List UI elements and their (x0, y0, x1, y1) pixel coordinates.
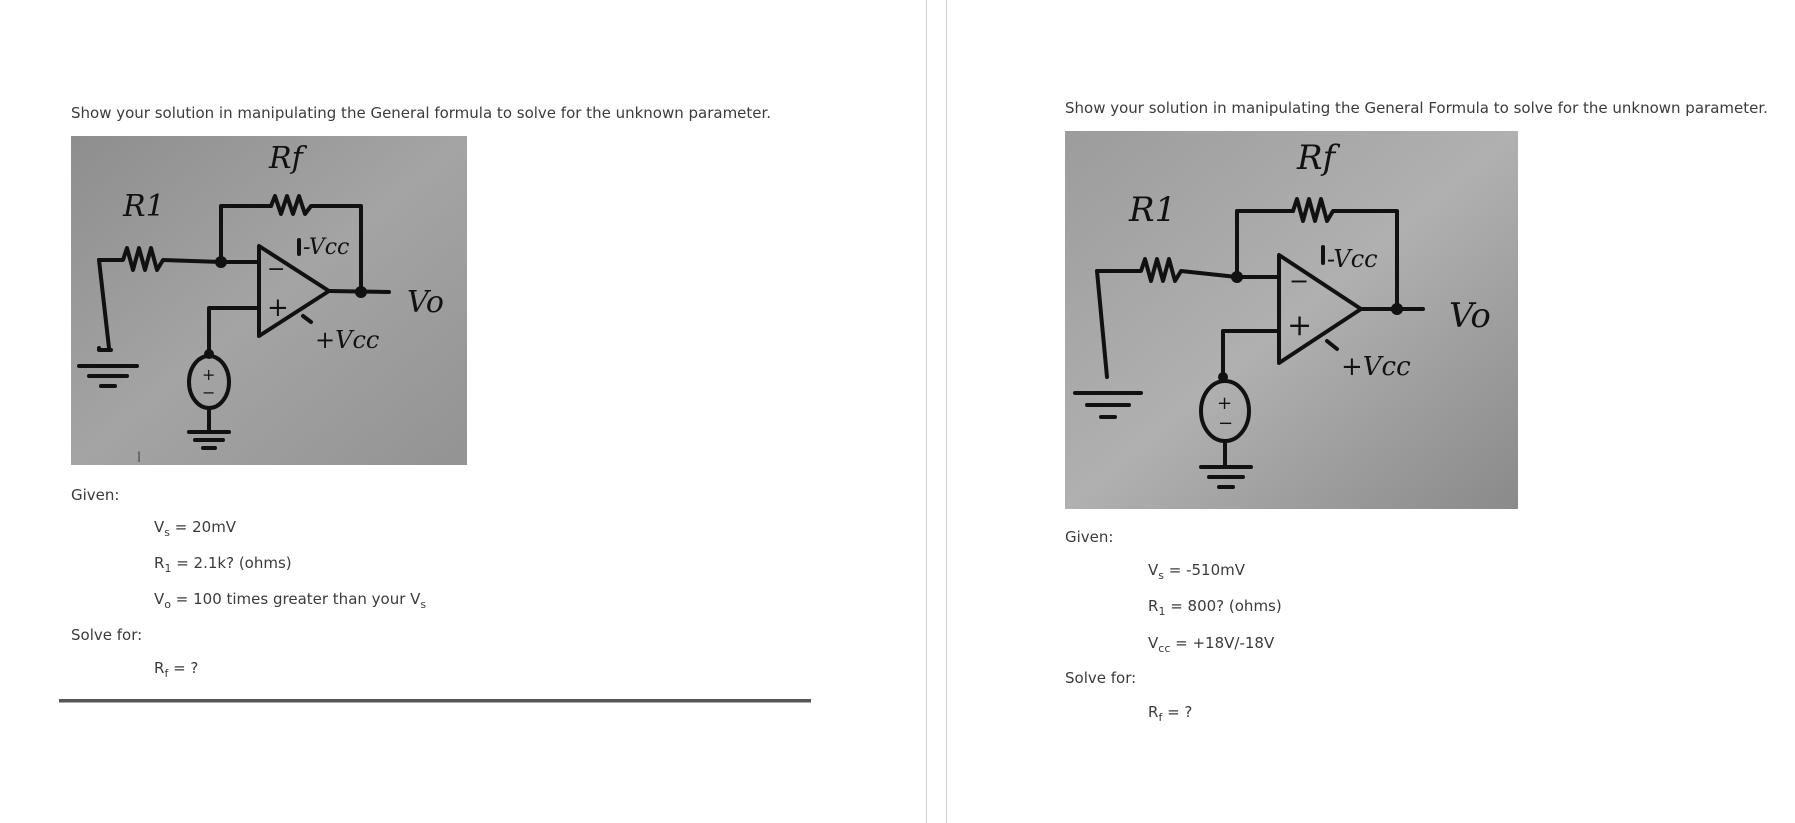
left-vo-label: Vo (407, 285, 444, 320)
right-r1-label: R1 (1129, 190, 1177, 230)
right-given-r1: $R_1 = 800$? (ohms) (1148, 597, 1282, 618)
right-neg-vcc-label: -Vcc (1327, 245, 1378, 273)
right-given-vs: $V_s = -510mV$ (1148, 561, 1246, 582)
left-plus-label: + (267, 293, 289, 323)
left-solve-label: Solve for: (71, 626, 143, 644)
column-divider-right (946, 0, 947, 823)
left-circuit-photo (71, 136, 467, 465)
left-prompt: Show your solution in manipulating the General formula to solve for the unknown parameter. (71, 104, 772, 122)
left-neg-vcc-label: -Vcc (303, 235, 350, 260)
right-pos-vcc-label: +Vcc (1341, 352, 1411, 382)
left-solve-rf: $R_f$ = ? (154, 659, 199, 680)
left-given-label: Given: (71, 486, 120, 504)
right-minus-label: − (1289, 267, 1310, 295)
right-prompt: Show your solution in manipulating the General Formula to solve for the unknown parameter. (1065, 99, 1768, 117)
right-given-label: Given: (1065, 528, 1114, 546)
left-given-vo: $V_o = 100$ times greater than your $V_s$ (154, 590, 427, 611)
right-source-plus: + (1217, 393, 1233, 414)
left-given-vs: $V_s = 20mV$ (154, 518, 237, 539)
right-circuit-diagram (1065, 131, 1518, 509)
right-circuit-photo (1065, 131, 1518, 509)
left-source-minus: − (202, 383, 216, 402)
left-rf-label: Rf (269, 141, 303, 176)
left-bottom-rule (59, 699, 811, 703)
right-question-panel (950, 0, 1795, 823)
column-divider-left (926, 0, 927, 823)
right-given-vcc: $V_{cc} = +18V/-18V$ (1148, 634, 1275, 655)
left-given-r1: $R_1 = 2.1k$? (ohms) (154, 554, 292, 575)
left-r1-label: R1 (123, 189, 165, 224)
left-pos-vcc-label: +Vcc (315, 326, 380, 354)
left-circuit-diagram (71, 136, 467, 465)
right-rf-label: Rf (1297, 138, 1336, 178)
left-source-plus: + (202, 365, 216, 384)
right-plus-label: + (1287, 308, 1313, 343)
right-vo-label: Vo (1449, 296, 1491, 336)
right-solve-rf: $R_f$ = ? (1148, 703, 1193, 724)
right-solve-label: Solve for: (1065, 669, 1137, 687)
right-source-minus: − (1218, 413, 1234, 434)
left-minus-label: − (267, 257, 286, 282)
text-cursor-icon: I (137, 450, 142, 465)
